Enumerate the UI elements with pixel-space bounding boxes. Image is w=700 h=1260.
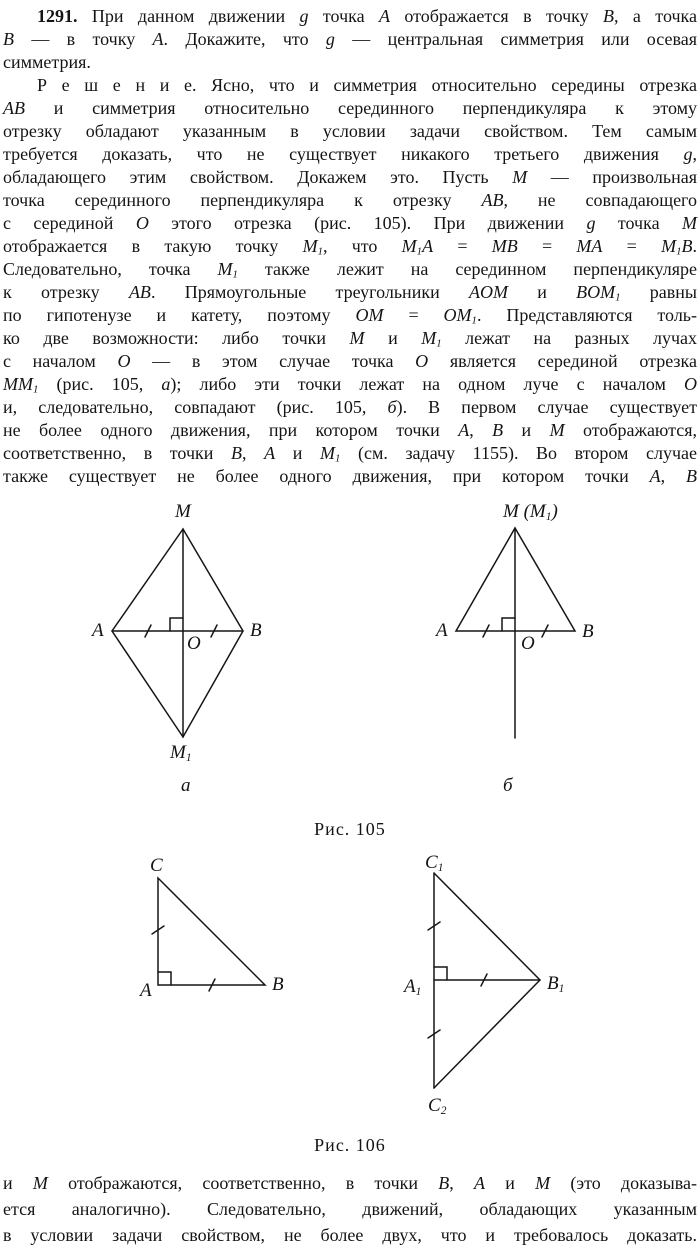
fig106-right-label-A1: $A_1$: [404, 976, 422, 998]
fig105-caption: Рис. 105: [314, 819, 386, 839]
fig105b-label-A: A: [436, 620, 448, 641]
fig105b-label-B: B: [582, 621, 594, 642]
text-line: 1291. При данном движении g точка A отображается в точку B, а точка: [37, 6, 697, 26]
fig-106-left-drawing: [152, 878, 265, 991]
text-line: и, следовательно, совпадают (рис. 105, б). В первом случае существует: [3, 397, 697, 417]
text-line: точка серединного перпендикуляра к отрезку AB, не совпадающего: [3, 190, 697, 210]
triangle-ABC: [158, 878, 265, 985]
text-line: обладающего этим свойством. Докажем это. Пусть M — произвольная: [3, 167, 697, 187]
fig105b-label-O: O: [521, 633, 535, 654]
fig106-caption: Рис. 106: [314, 1135, 386, 1155]
fig106-right-label-B1: $B_1$: [547, 973, 565, 995]
rhombus-A-M-B-M1: [112, 529, 243, 737]
fig-105a-drawing: [112, 529, 243, 737]
text-line: симметрия.: [3, 52, 91, 72]
text-line: по гипотенузе и катету, поэтому OM = $OM_1$. Представляются толь-: [3, 305, 698, 327]
text-line: B — в точку A. Докажите, что g — центральная симметрия или осевая: [3, 29, 697, 49]
solution-end-text: [3, 1170, 697, 1248]
text-line: отображается в такую точку $M_1$, что $M_1A$ = MB = MA = $M_1B$.: [3, 236, 697, 258]
right-angle-mark: [434, 967, 447, 980]
fig105a-label-B: B: [250, 620, 262, 641]
right-angle-mark: [170, 618, 183, 631]
text-line: к отрезку AB. Прямоугольные треугольники AOM и $BOM_1$ равны: [3, 282, 698, 304]
text-line: с серединой O этого отрезка (рис. 105). При движении g точка M: [3, 213, 697, 233]
text-line: Следовательно, точка $M_1$ также лежит на серединном перпендикуляре: [3, 259, 697, 281]
segment-C2-B1: [434, 980, 540, 1088]
fig105a-label-M1: $M_1$: [170, 742, 192, 764]
fig105b-label-M-M1: M $(M_1)$: [503, 501, 558, 523]
fig105a-label-M: M: [175, 501, 191, 522]
text-line: соответственно, в точки B, A и $M_1$ (см. задачу 1155). Во втором случае: [3, 443, 698, 465]
fig106-left-label-B: B: [272, 974, 284, 995]
text-line: и M отображаются, соответственно, в точки B, A и M (это доказыва-: [3, 1173, 697, 1193]
fig-106-right-drawing: [428, 873, 540, 1088]
text-line: в условии задачи свойством, не более двух, что и требовалось доказать.: [3, 1225, 697, 1245]
text-line: ется аналогично). Следовательно, движений, обладающих указанным: [3, 1199, 697, 1219]
segment-C1-B1: [434, 873, 540, 980]
text-line: также существует не более одного движения, при котором точки A, B: [3, 466, 698, 486]
right-angle-mark: [158, 972, 171, 985]
text-line: Р е ш е н и е. Ясно, что и симметрия относительно середины отрезка: [37, 75, 697, 95]
fig-105b-drawing: [456, 528, 575, 738]
right-angle-mark: [502, 618, 515, 631]
fig106-left-label-A: A: [140, 980, 152, 1001]
fig105a-label-A: A: [92, 620, 104, 641]
text-line: не более одного движения, при котором точки A, B и M отображаются,: [3, 420, 697, 440]
fig105b-panel-label: б: [503, 775, 513, 796]
fig106-right-label-C2: $C_2$: [428, 1095, 447, 1117]
fig106-right-label-C1: $C_1$: [425, 852, 444, 874]
text-line: AB и симметрия относительно серединного перпендикуляра к этому: [3, 98, 697, 118]
text-line: ко две возможности: либо точки M и $M_1$ лежат на разных лучах: [3, 328, 698, 350]
text-line: $MM_1$ (рис. 105, а); либо эти точки лежат на одном луче с началом O: [3, 374, 697, 396]
text-line: отрезку обладают указанным в условии задачи свойством. Тем самым: [3, 121, 697, 141]
fig105a-panel-label: а: [181, 775, 191, 796]
fig106-left-label-C: C: [150, 855, 163, 876]
text-line: требуется доказать, что не существует никакого третьего движения g,: [3, 144, 697, 164]
text-line: с началом O — в этом случае точка O является серединой отрезка: [3, 351, 697, 371]
fig105a-label-O: O: [187, 633, 201, 654]
